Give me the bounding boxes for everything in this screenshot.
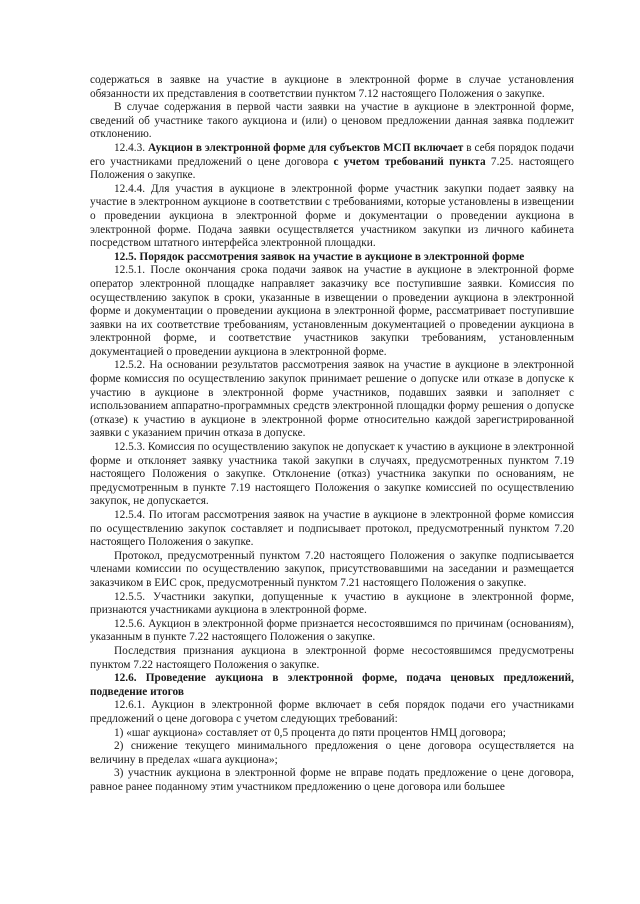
list-item: 2) снижение текущего минимального предложения о цене договора осуществляется на величину в пределах «шага аукциона»; bbox=[90, 740, 574, 766]
paragraph: 12.5.1. После окончания срока подачи заявок на участие в аукционе в электронной форме оператор электронной площадке направляет заказчику все поступившие заявки. Комиссия по осуществлению закупок в сроки, указанные в извещении о проведении аукциона в электронной форме и документации о проведении аукциона в электронной форме, рассматривает поступившие заявки на их соответствие требованиям, установленным документацией о проведении аукциона в электронной форме, и соответствие участников закупки требованиям, установленным документацией о проведении аукциона в электронной форме. bbox=[90, 264, 574, 358]
paragraph: 12.5.6. Аукцион в электронной форме признается несостоявшимся по причинам (основаниям), указанным в пункте 7.22 настоящего Положения о закупке. bbox=[90, 617, 574, 644]
paragraph: 12.5.4. По итогам рассмотрения заявок на участие в аукционе в электронной форме комиссия по осуществлению закупок составляет и подписывает протокол, предусмотренный пунктом 7.20 настоящего Положения о закупке. bbox=[90, 509, 574, 549]
list-item: 1) «шаг аукциона» составляет от 0,5 процента до пяти процентов НМЦ договора; bbox=[114, 726, 506, 739]
paragraph: В случае содержания в первой части заявки на участие в аукционе в электронной форме, сведений об участнике такого аукциона и (или) о ценовом предложении данная заявка подлежит отклонению. bbox=[90, 101, 574, 141]
paragraph: Последствия признания аукциона в электронной форме несостоявшимся предусмотрены пунктом 7.22 настоящего Положения о закупке. bbox=[90, 644, 574, 671]
paragraph: 12.5.2. На основании результатов рассмотрения заявок на участие в аукционе в электронной форме комиссия по осуществлению закупок принимает решение о допуске или отказе в допуске к участию в аукционе в электронной форме участников, подавших заявки и заполняет с использованием аппаратно-программных средств электронной площадки форму решения о допуске (отказе) к участию в аукционе в электронной форме относительно каждой зарегистрированной заявки с указанием причин отказа в допуске. bbox=[90, 359, 574, 440]
section-heading: 12.6. Проведение аукциона в электронной форме, подача ценовых предложений, подведение итогов bbox=[90, 672, 574, 698]
paragraph: 12.6.1. Аукцион в электронной форме включает в себя порядок подачи его участниками предложений о цене договора с учетом следующих требований: bbox=[90, 699, 574, 725]
paragraph: Протокол, предусмотренный пунктом 7.20 настоящего Положения о закупке подписывается членами комиссии по осуществлению закупок, присутствовавшими на заседании и размещается заказчиком в ЕИС срок, предусмотренный пунктом 7.21 настоящего Положения о закупке. bbox=[90, 549, 574, 589]
text-run: в себя порядок подачи его участниками предложений о цене договора bbox=[90, 141, 575, 168]
bold-phrase: Аукцион в электронной форме для субъектов МСП включает bbox=[148, 141, 464, 154]
clause-number: 12.4.3. bbox=[114, 141, 148, 154]
paragraph: 12.5.3. Комиссия по осуществлению закупок не допускает к участию в аукционе в электронной форме и отклоняет заявку участника такой закупки в случаях, предусмотренных пунктом 7.19 настоящего Положения о закупке. Отклонение (отказ) участника закупки по основаниям, не предусмотренным в пункте 7.19 настоящего Положения о закупке комиссией по осуществлению закупок, не допускается. bbox=[90, 441, 574, 508]
paragraph-12-4-3 bbox=[90, 142, 574, 183]
paragraph: содержаться в заявке на участие в аукционе в электронной форме в случае установления обязанности их представления в соответствии пунктом 7.12 настоящего Положения о закупке. bbox=[90, 74, 574, 100]
paragraph: 12.5.5. Участники закупки, допущенные к участию в аукционе в электронной форме, признаются участниками аукциона в электронной форме. bbox=[90, 590, 574, 617]
text-run: 7.25. настоящего Положения о закупке. bbox=[90, 155, 575, 182]
list-item: 3) участник аукциона в электронной форме не вправе подать предложение о цене договора, равное ранее поданному этим участником предложению о цене договора или большее bbox=[90, 767, 574, 793]
paragraph: 12.4.4. Для участия в аукционе в электронной форме участник закупки подает заявку на участие в электронном аукционе в соответствии с требованиями, которые установлены в извещении о проведении аукциона в электронной форме и документации о проведении аукциона в электронной форме. Подача заявки осуществляется участником закупки из личного кабинета посредством штатного интерфейса электронной площадки. bbox=[90, 182, 574, 250]
bold-phrase: с учетом требований пункта bbox=[333, 155, 486, 168]
section-heading: 12.5. Порядок рассмотрения заявок на участие в аукционе в электронной форме bbox=[114, 250, 525, 263]
